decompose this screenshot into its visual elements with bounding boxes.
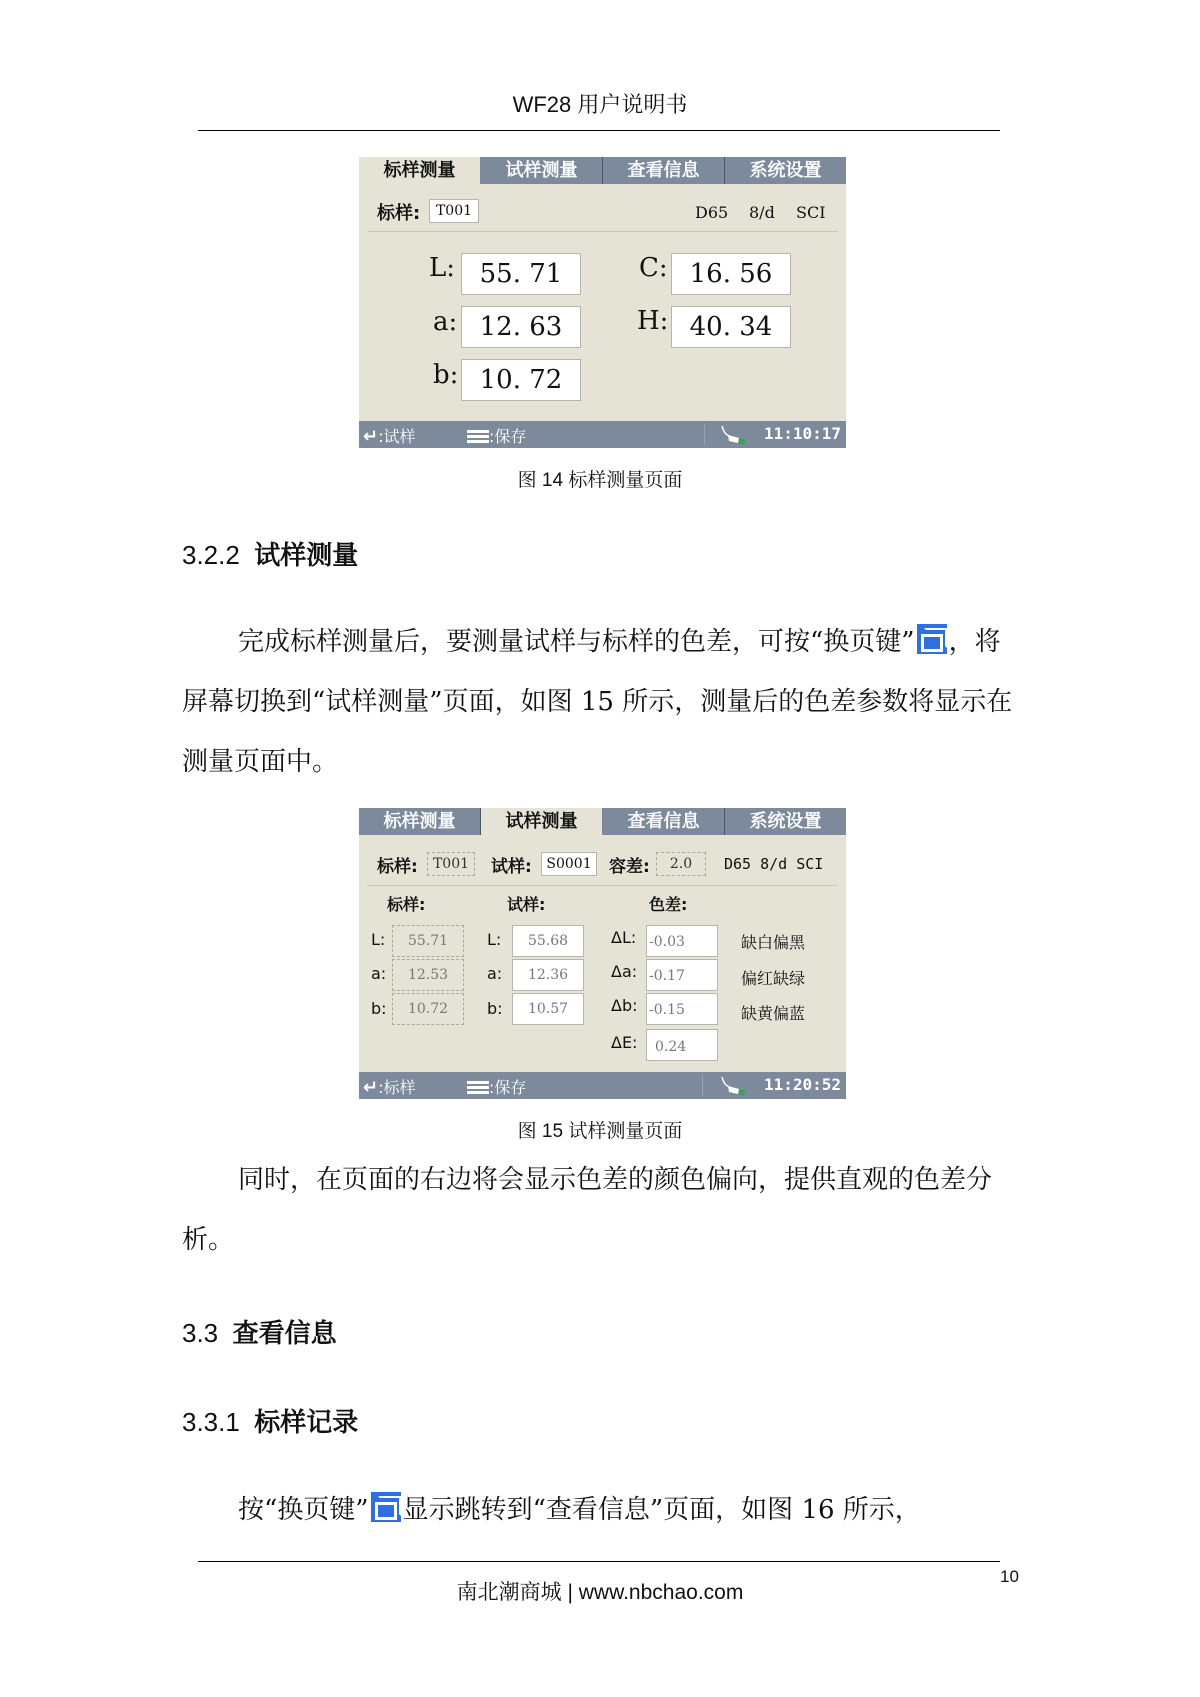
section-heading-3-2-2: 3.2.2 试样测量: [182, 540, 359, 570]
footer-rule: [198, 1561, 1000, 1562]
tab-view-info[interactable]: 查看信息: [603, 808, 725, 835]
L-label: L:: [429, 253, 456, 283]
H-label: H:: [637, 306, 669, 336]
tab-system-settings[interactable]: 系统设置: [749, 160, 822, 181]
smp-L-label: L:: [487, 930, 502, 949]
menu-key-hint[interactable]: :保存: [467, 1075, 526, 1098]
dL-label: ΔL:: [611, 928, 637, 947]
figure-15-screen: [359, 808, 846, 1099]
std-L-value: 55.71: [392, 925, 464, 957]
tab-view-info[interactable]: 查看信息: [603, 157, 725, 184]
figure-14-caption: 图 14 标样测量页面: [517, 470, 683, 491]
page-number: 10: [1000, 1567, 1019, 1586]
page-switch-key-icon: [371, 1492, 401, 1522]
col-standard-header: 标样:: [387, 895, 426, 914]
paragraph-3: 按“换页键” 显示跳转到“查看信息”页面，如图 16 所示，: [182, 1480, 1022, 1540]
col-sample-header: 试样:: [507, 895, 546, 914]
dL-value: -0.03: [646, 925, 718, 957]
standard-id-field[interactable]: T001: [427, 852, 475, 876]
standard-id-field[interactable]: T001: [429, 199, 479, 223]
dE-label: ΔE:: [611, 1033, 638, 1052]
L-direction: 缺白偏黑: [741, 933, 806, 952]
tab-bar: [359, 157, 846, 184]
std-a-label: a:: [371, 964, 387, 983]
clock: 11:10:17: [763, 424, 841, 443]
enter-icon: ↵: [363, 1077, 379, 1098]
figure-15-caption: 图 15 试样测量页面: [517, 1121, 683, 1142]
db-label: Δb:: [611, 996, 638, 1015]
dE-value: 0.24: [646, 1029, 718, 1061]
smp-b-value: 10.57: [512, 993, 584, 1025]
standard-label: 标样:: [377, 857, 418, 877]
status-bar: [359, 1072, 846, 1099]
smp-a-label: a:: [487, 964, 503, 983]
standard-label: 标样:: [377, 203, 421, 224]
menu-icon: [467, 1081, 489, 1094]
measure-conditions: D65 8/d SCI: [724, 855, 824, 873]
tab-standard-measure[interactable]: 标样测量: [359, 157, 481, 184]
geometry: 8/d: [749, 203, 775, 222]
smp-a-value: 12.36: [512, 959, 584, 991]
paragraph-1: 完成标样测量后，要测量试样与标样的色差，可按“换页键” ，将屏幕切换到“试样测量”页面，如图 15 所示，测量后的色差参数将显示在测量页面中。: [182, 612, 1022, 792]
tab-system-settings[interactable]: 系统设置: [749, 811, 822, 832]
illuminant: D65: [695, 203, 729, 222]
measure-mode: SCI: [796, 203, 826, 222]
header-rule: [198, 130, 1000, 131]
b-value: 10. 72: [461, 359, 581, 401]
H-value: 40. 34: [671, 306, 791, 348]
b-direction: 缺黄偏蓝: [741, 1004, 806, 1023]
divider: [367, 231, 838, 232]
section-heading-3-3-1: 3.3.1 标样记录: [182, 1407, 359, 1437]
a-value: 12. 63: [461, 306, 581, 348]
sample-label: 试样:: [491, 857, 532, 877]
bar-separator: [704, 423, 705, 445]
a-label: a:: [433, 307, 458, 337]
std-L-label: L:: [371, 930, 386, 949]
page-switch-key-icon: [917, 624, 947, 654]
section-heading-3-3: 3.3 查看信息: [182, 1318, 337, 1348]
std-a-value: 12.53: [392, 959, 464, 991]
divider: [367, 885, 838, 886]
a-direction: 偏红缺绿: [741, 969, 806, 988]
tab-sample-measure[interactable]: 试样测量: [481, 157, 603, 184]
enter-key-hint[interactable]: ↵:试样: [363, 426, 416, 447]
tab-bar: [359, 808, 846, 835]
smp-L-value: 55.68: [512, 925, 584, 957]
menu-icon: [467, 430, 489, 443]
C-value: 16. 56: [671, 253, 791, 295]
std-b-label: b:: [371, 999, 387, 1018]
tab-sample-measure[interactable]: 试样测量: [481, 808, 603, 835]
da-label: Δa:: [611, 962, 638, 981]
tolerance-field[interactable]: 2.0: [656, 852, 706, 876]
L-value: 55. 71: [461, 253, 581, 295]
da-value: -0.17: [646, 959, 718, 991]
std-b-value: 10.72: [392, 993, 464, 1025]
tolerance-label: 容差:: [609, 857, 650, 877]
paragraph-2: 同时，在页面的右边将会显示色差的颜色偏向，提供直观的色差分析。: [182, 1165, 993, 1255]
db-value: -0.15: [646, 993, 718, 1025]
b-label: b:: [433, 360, 459, 390]
sample-id-field[interactable]: S0001: [541, 852, 597, 876]
enter-icon: ↵: [363, 426, 379, 447]
enter-key-hint[interactable]: ↵:标样: [363, 1077, 416, 1098]
figure-14-screen: [359, 157, 846, 448]
col-diff-header: 色差:: [649, 895, 688, 914]
status-bar: [359, 421, 846, 448]
smp-b-label: b:: [487, 999, 503, 1018]
menu-key-hint[interactable]: :保存: [467, 424, 526, 447]
C-label: C:: [639, 253, 668, 283]
power-plug-icon: [719, 1075, 749, 1097]
bar-separator: [702, 1074, 703, 1096]
power-plug-icon: [719, 424, 749, 446]
document-header-title: WF28 用户说明书: [512, 92, 688, 117]
footer-text: 南北潮商城 | www.nbchao.com: [456, 1581, 744, 1604]
tab-standard-measure[interactable]: 标样测量: [359, 808, 481, 835]
clock: 11:20:52: [763, 1075, 841, 1094]
